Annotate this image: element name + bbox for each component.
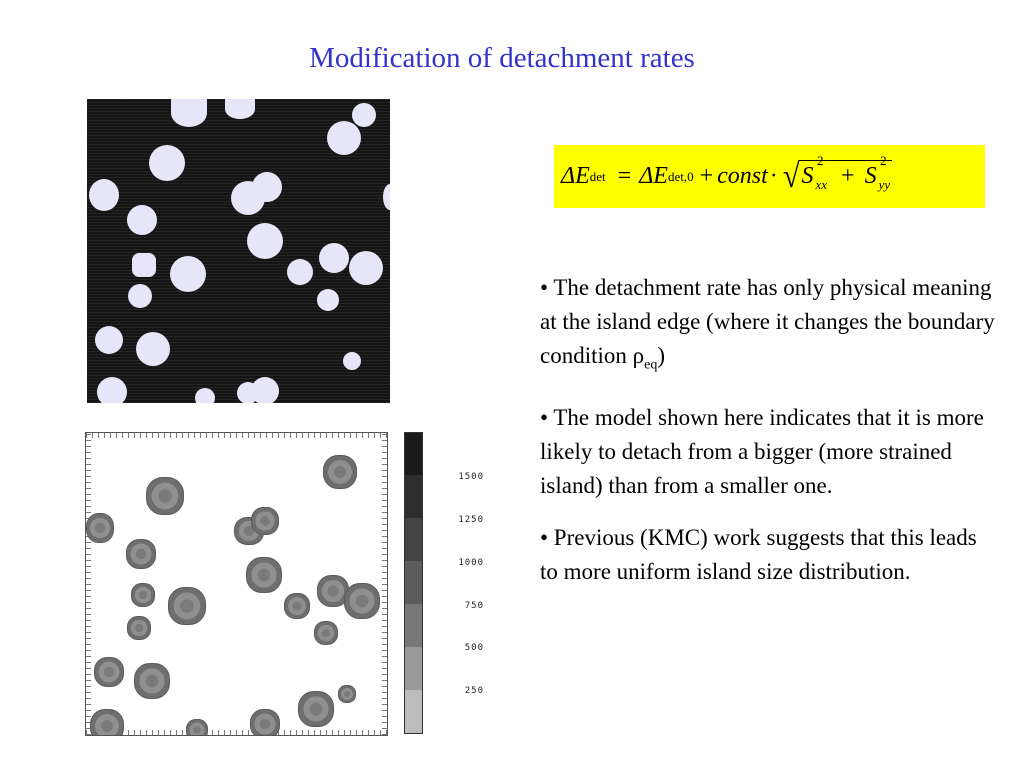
island-blob bbox=[287, 259, 313, 285]
bullet-item bbox=[540, 271, 1000, 383]
bottom-tick-marks bbox=[86, 730, 387, 735]
island-blob bbox=[89, 179, 119, 211]
det-subscript: det bbox=[589, 168, 606, 184]
island-blob bbox=[171, 99, 207, 127]
yy-subscript: yy bbox=[878, 177, 891, 192]
island-blob bbox=[128, 284, 152, 308]
square-exponent: 2 bbox=[816, 153, 824, 168]
right-tick-marks bbox=[382, 433, 387, 735]
xx-subscript: xx bbox=[815, 177, 828, 192]
island-map-image bbox=[87, 99, 390, 403]
island bbox=[323, 455, 357, 489]
colorbar-label: 500 bbox=[464, 643, 484, 653]
plus-sign: + bbox=[841, 163, 855, 189]
colorbar-segment bbox=[405, 647, 422, 690]
island-blob bbox=[317, 289, 339, 311]
island bbox=[168, 587, 206, 625]
radicand bbox=[799, 153, 892, 193]
island-blob bbox=[97, 377, 127, 403]
island-blob bbox=[132, 253, 156, 277]
island-blob bbox=[95, 326, 123, 354]
island-blob bbox=[237, 382, 259, 403]
s-symbol: S bbox=[801, 163, 814, 189]
island bbox=[251, 507, 279, 535]
island bbox=[298, 691, 334, 727]
colorbar-label: 250 bbox=[464, 686, 484, 696]
delta-e-symbol: ΔE bbox=[561, 163, 590, 189]
bullet-text-end: ) bbox=[657, 343, 665, 368]
island-blob bbox=[383, 184, 390, 210]
colorbar-label: 1250 bbox=[458, 515, 484, 525]
island-blob bbox=[319, 243, 349, 273]
island-blob bbox=[252, 172, 282, 202]
square-root bbox=[782, 153, 892, 195]
square-exponent: 2 bbox=[880, 153, 887, 168]
island bbox=[90, 709, 124, 736]
island bbox=[186, 719, 208, 736]
island-blob bbox=[343, 352, 361, 370]
island bbox=[284, 593, 310, 619]
island-blob bbox=[127, 205, 157, 235]
island bbox=[338, 685, 356, 703]
island bbox=[246, 557, 282, 593]
equals-sign: = bbox=[617, 163, 632, 189]
island-blob bbox=[136, 332, 170, 366]
slide-title: Modification of detachment rates bbox=[309, 42, 695, 74]
colorbar-segment bbox=[405, 690, 422, 733]
simulation-height-map bbox=[85, 432, 388, 736]
colorbar-label: 1500 bbox=[458, 472, 484, 482]
island bbox=[250, 709, 280, 736]
colorbar-segment bbox=[405, 604, 422, 647]
colorbar-segment bbox=[405, 561, 422, 604]
det0-subscript: det,0 bbox=[667, 168, 694, 184]
s-symbol: S bbox=[864, 163, 877, 189]
height-colorbar bbox=[404, 432, 423, 734]
top-tick-marks bbox=[86, 433, 387, 438]
colorbar-segment bbox=[405, 518, 422, 561]
island bbox=[146, 477, 184, 515]
delta-e0-symbol: ΔE bbox=[639, 163, 668, 189]
island-blob bbox=[349, 251, 383, 285]
island bbox=[126, 539, 156, 569]
island bbox=[86, 513, 114, 543]
left-tick-marks bbox=[86, 433, 91, 735]
island bbox=[127, 616, 151, 640]
colorbar-segment bbox=[405, 475, 422, 518]
bullet-item: • The model shown here indicates that it is more likely to detach from a bigger (more strained island) than from a smaller one. bbox=[540, 404, 984, 498]
island-blob bbox=[225, 99, 255, 119]
island-blob bbox=[195, 388, 215, 403]
plus-sign: + bbox=[699, 163, 714, 189]
bullet-list bbox=[540, 271, 1000, 607]
island bbox=[344, 583, 380, 619]
const-term: const bbox=[717, 163, 768, 189]
island-blob bbox=[352, 103, 376, 127]
bullet-item: • Previous (KMC) work suggests that this leads to more uniform island size distribution. bbox=[540, 524, 977, 584]
colorbar-label: 1000 bbox=[458, 558, 484, 568]
island-blob bbox=[247, 223, 283, 259]
island bbox=[131, 583, 155, 607]
colorbar-segment bbox=[405, 433, 422, 475]
island bbox=[314, 621, 338, 645]
rho-subscript: eq bbox=[644, 357, 658, 373]
island-blob bbox=[327, 121, 361, 155]
multiply-dot: · bbox=[769, 163, 778, 189]
island bbox=[94, 657, 124, 687]
island-blob bbox=[149, 145, 185, 181]
colorbar-label: 750 bbox=[464, 601, 484, 611]
bullet-text: • The detachment rate has only physical meaning at the island edge (where it changes the boundary condition ρ bbox=[540, 275, 995, 368]
radical-sign: √ bbox=[782, 157, 800, 195]
island-blob bbox=[170, 256, 206, 292]
detachment-rate-equation bbox=[554, 145, 985, 208]
island bbox=[134, 663, 170, 699]
